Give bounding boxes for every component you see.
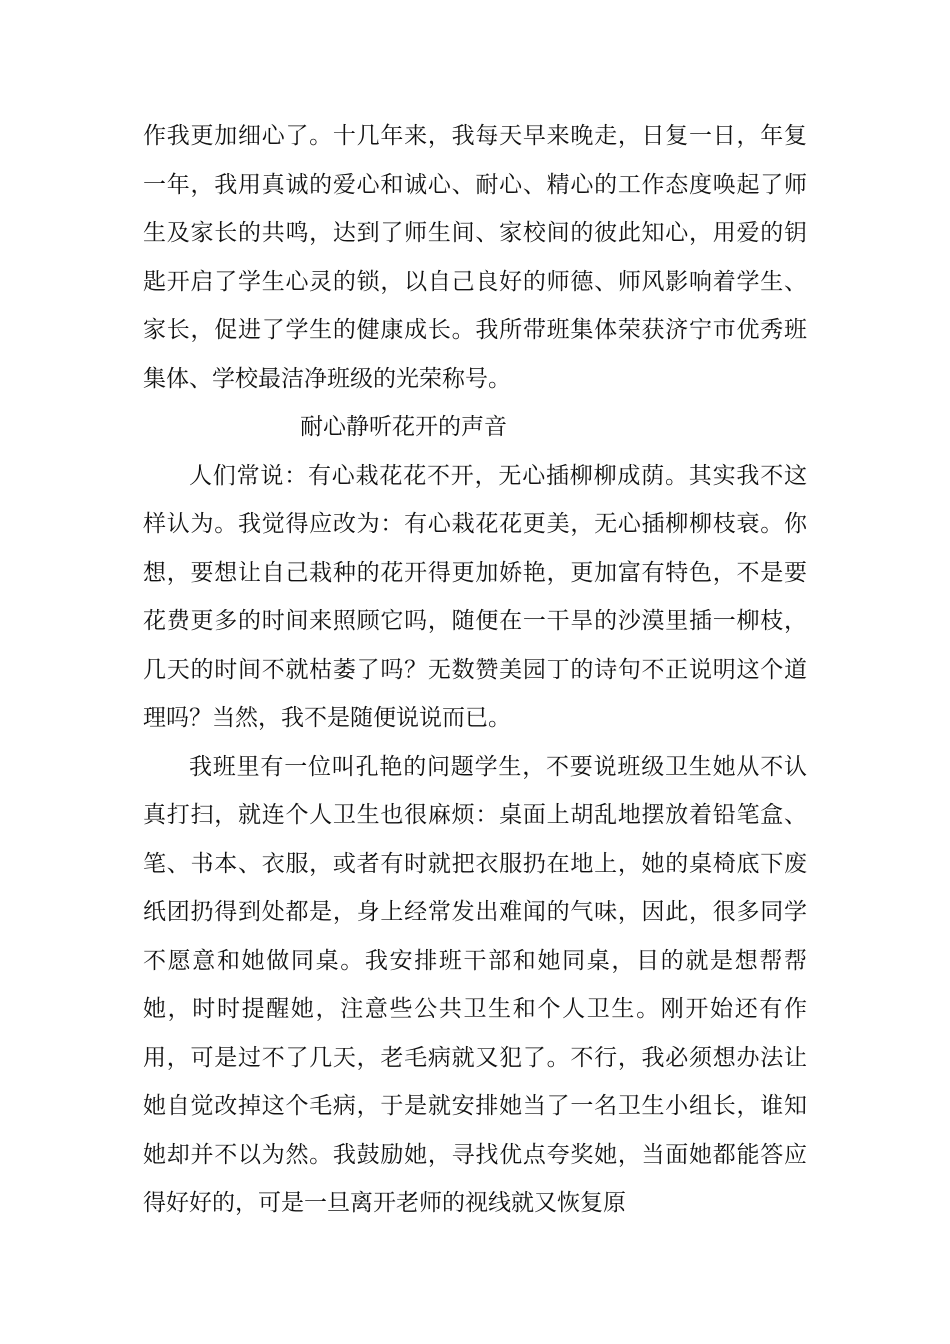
- paragraph-story: 我班里有一位叫孔艳的问题学生，不要说班级卫生她从不认真打扫，就连个人卫生也很麻烦：桌面上胡乱地摆放着铅笔盒、笔、书本、衣服，或者有时就把衣服扔在地上，她的桌椅底下废纸团扔得到处都是，身上经常发出难闻的气味，因此，很多同学不愿意和她做同桌。我安排班干部和她同桌，目的就是想帮帮她，时时提醒她，注意些公共卫生和个人卫生。刚开始还有作用，可是过不了几天，老毛病就又犯了。不行，我必须想办法让她自觉改掉这个毛病，于是就安排她当了一名卫生小组长，谁知她却并不以为然。我鼓励她，寻找优点夸奖她，当面她都能答应得好好的，可是一旦离开老师的视线就又恢复原: [143, 753, 807, 1216]
- paragraph-intro: 人们常说：有心栽花花不开，无心插柳柳成荫。其实我不这样认为。我觉得应改为：有心栽花花更美，无心插柳柳枝衰。你想，要想让自己栽种的花开得更加娇艳，更加富有特色，不是要花费更多的时间来照顾它吗，随便在一干旱的沙漠里插一柳枝，几天的时间不就枯萎了吗？无数赞美园丁的诗句不正说明这个道理吗？当然，我不是随便说说而已。: [143, 462, 807, 731]
- section-title: 耐心静听花开的声音: [300, 414, 507, 440]
- paragraph-continuation: 作我更加细心了。十几年来，我每天早来晚走，日复一日，年复一年，我用真诚的爱心和诚心、耐心、精心的工作态度唤起了师生及家长的共鸣，达到了师生间、家校间的彼此知心，用爱的钥匙开启了学生心灵的锁，以自己良好的师德、师风影响着学生、家长，促进了学生的健康成长。我所带班集体荣获济宁市优秀班集体、学校最洁净班级的光荣称号。: [143, 123, 807, 392]
- document-body: [143, 112, 807, 1228]
